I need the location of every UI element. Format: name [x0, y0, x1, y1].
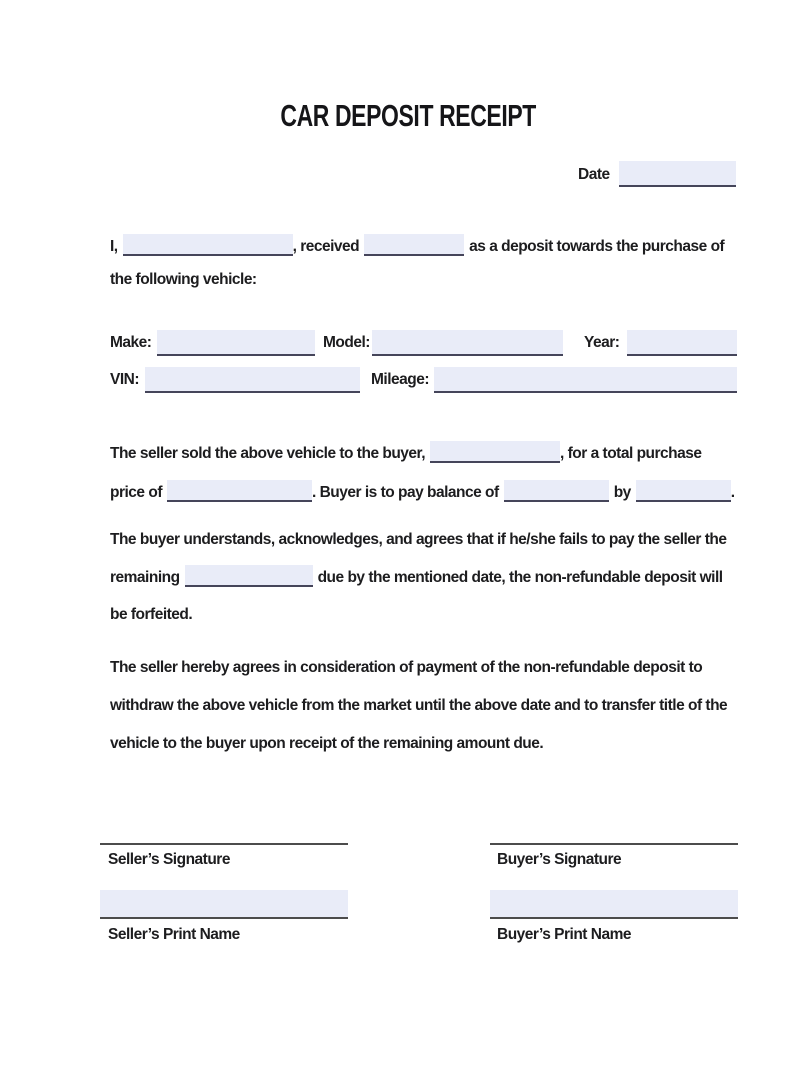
- sale-text-pre: The seller sold the above vehicle to the buyer,: [110, 445, 426, 462]
- vin-label: VIN:: [110, 371, 139, 388]
- depositor-name-field[interactable]: [123, 234, 293, 256]
- buyer-signature-line[interactable]: [490, 843, 738, 845]
- buyer-print-name-label: Buyer’s Print Name: [497, 926, 631, 943]
- date-field[interactable]: [619, 161, 736, 187]
- intro-text-mid: , received: [292, 238, 360, 255]
- make-label: Make:: [110, 334, 152, 351]
- balance-due-date-field[interactable]: [636, 480, 731, 502]
- forfeit-text-line1: The buyer understands, acknowledges, and agrees that if he/she fails to pay the seller the: [110, 531, 727, 548]
- buyer-print-name-field[interactable]: [490, 890, 738, 919]
- model-label: Model:: [323, 334, 370, 351]
- withdraw-text-line3: vehicle to the buyer upon receipt of the remaining amount due.: [110, 735, 544, 752]
- buyer-signature-label: Buyer’s Signature: [497, 851, 622, 868]
- forfeit-clause-paragraph: [110, 521, 742, 634]
- purchase-price-field[interactable]: [167, 480, 312, 502]
- intro-paragraph: [110, 230, 742, 296]
- mileage-field[interactable]: [434, 367, 737, 393]
- intro-text-line2: the following vehicle:: [110, 271, 257, 288]
- sale-text-price-of: price of: [110, 484, 162, 501]
- date-row: [578, 161, 736, 187]
- vin-field[interactable]: [145, 367, 360, 393]
- sale-text-by: by: [613, 484, 631, 501]
- forfeit-text-due-by: due by the mentioned date, the non-refundable deposit will: [317, 568, 723, 586]
- withdrawal-clause-paragraph: [110, 649, 742, 763]
- seller-signature-line[interactable]: [100, 843, 348, 845]
- sale-terms-paragraph: [110, 434, 742, 512]
- year-field[interactable]: [627, 330, 737, 356]
- model-field[interactable]: [372, 330, 563, 356]
- year-label: Year:: [584, 334, 620, 351]
- seller-print-name-label: Seller’s Print Name: [108, 926, 240, 943]
- sale-text-balance-of: . Buyer is to pay balance of: [311, 484, 499, 501]
- buyer-name-field[interactable]: [430, 441, 560, 463]
- seller-print-name-field[interactable]: [100, 890, 348, 919]
- deposit-amount-field[interactable]: [364, 234, 464, 256]
- page-title: CAR DEPOSIT RECEIPT: [280, 98, 536, 133]
- make-field[interactable]: [157, 330, 315, 356]
- withdraw-text-line2: withdraw the above vehicle from the market until the above date and to transfer title of the: [110, 697, 728, 714]
- sale-text-post: , for a total purchase: [560, 445, 702, 462]
- remaining-amount-field[interactable]: [185, 565, 313, 587]
- date-label: Date: [578, 166, 610, 183]
- balance-field[interactable]: [504, 480, 609, 502]
- intro-text-pre: I,: [110, 238, 118, 255]
- withdraw-text-line1: The seller hereby agrees in consideration of payment of the non-refundable deposit to: [110, 659, 703, 676]
- forfeit-text-remaining: remaining: [110, 568, 180, 586]
- seller-signature-label: Seller’s Signature: [108, 851, 230, 868]
- intro-text-post: as a deposit towards the purchase of: [469, 238, 725, 255]
- mileage-label: Mileage:: [371, 371, 430, 388]
- sale-text-period: .: [730, 484, 735, 501]
- forfeit-text-line3: be forfeited.: [110, 606, 193, 623]
